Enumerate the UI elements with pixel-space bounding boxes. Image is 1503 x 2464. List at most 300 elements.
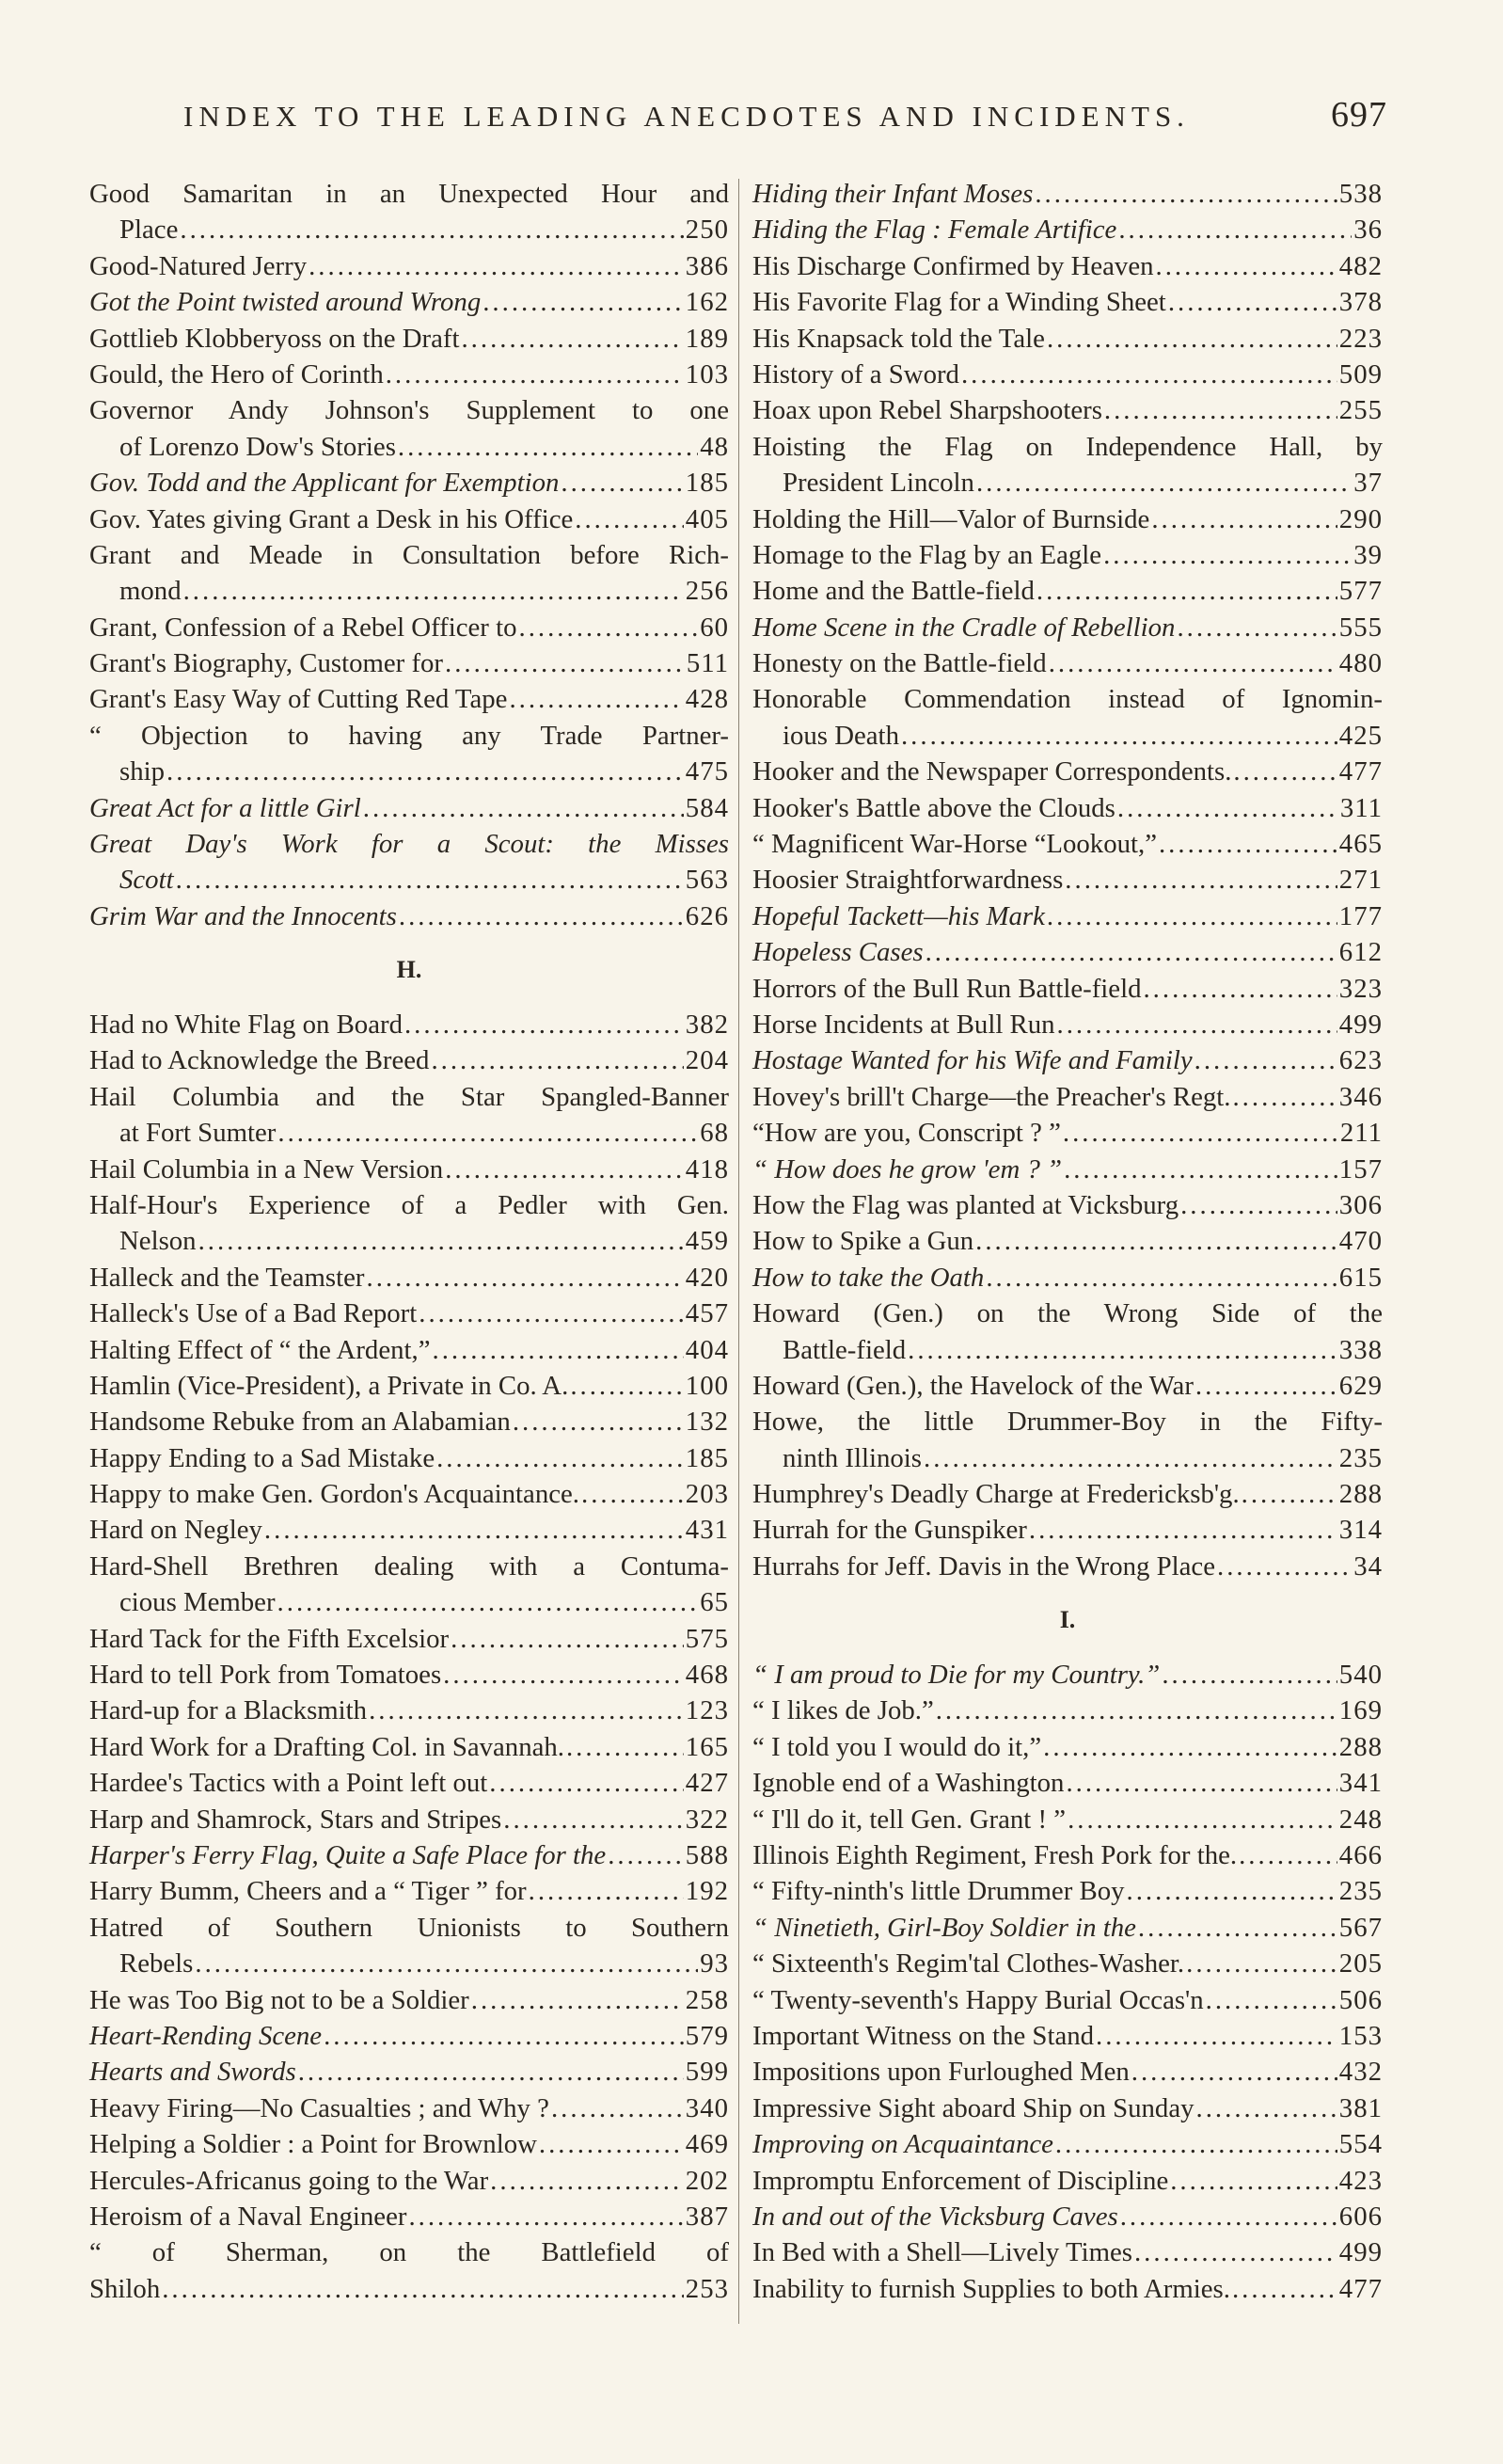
entry-title: Impositions upon Furloughed Men (752, 2057, 1130, 2088)
entry-title: Hooker's Battle above the Clouds (752, 792, 1115, 823)
leader-dots (961, 357, 1337, 392)
entry-page-number: 248 (1338, 1804, 1383, 1835)
entry-title: Hard to tell Pork from Tomatoes (89, 1660, 442, 1691)
entry-page-number: 340 (685, 2092, 729, 2123)
index-entry (752, 2234, 1383, 2270)
leader-dots (451, 1621, 684, 1657)
entry-title: Improving on Acquaintance (752, 2129, 1053, 2160)
entry-page-number: 606 (1338, 2201, 1383, 2232)
entry-title: Hurrah for the Gunspiker (752, 1515, 1027, 1546)
entry-page-number: 459 (685, 1226, 729, 1257)
entry-title: Homage to the Flag by an Eagle (752, 539, 1102, 570)
entry-title: Holding the Hill—Valor of Burnside (752, 503, 1150, 534)
leader-dots (1117, 790, 1338, 826)
entry-title: Hard Tack for the Fifth Excelsior (89, 1623, 450, 1654)
index-entry (752, 718, 1383, 754)
leader-dots (399, 898, 684, 934)
index-entry (89, 573, 729, 609)
entry-page-number: 36 (1353, 215, 1383, 246)
entry-title: History of a Sword (752, 358, 959, 389)
index-entry-line: Half-Hour's Experience of a Pedler with Gen. (89, 1189, 729, 1220)
entry-page-number: 431 (685, 1515, 729, 1546)
entry-page-number: 480 (1338, 648, 1383, 679)
entry-page-number: 255 (1338, 395, 1383, 426)
index-entry (89, 501, 729, 537)
entry-page-number: 235 (1338, 1442, 1383, 1473)
index-entry (89, 1765, 729, 1801)
index-entry (752, 1873, 1383, 1909)
index-entry (752, 2054, 1383, 2090)
leader-dots (1186, 1946, 1337, 1981)
index-entry (752, 392, 1383, 428)
entry-title: Had no White Flag on Board (89, 1009, 403, 1040)
entry-title: President Lincoln (783, 468, 974, 499)
index-entry (752, 501, 1383, 537)
entry-page-number: 404 (685, 1334, 729, 1365)
leader-dots (195, 1946, 698, 1981)
entry-title: Howard (Gen.), the Havelock of the War (752, 1370, 1194, 1401)
index-entry (89, 1332, 729, 1368)
entry-title: Scott (119, 865, 174, 896)
entry-page-number: 511 (686, 648, 729, 679)
entry-page-number: 235 (1338, 1876, 1383, 1907)
entry-title: He was Too Big not to be a Soldier (89, 1984, 469, 2015)
entry-page-number: 306 (1338, 1189, 1383, 1220)
entry-title: Rebels (119, 1948, 194, 1979)
index-entry (89, 248, 729, 284)
index-entry (89, 1476, 729, 1512)
entry-title: Hercules-Africanus going to the War (89, 2165, 489, 2196)
entry-page-number: 39 (1353, 539, 1383, 570)
entry-page-number: 68 (700, 1118, 729, 1149)
entry-page-number: 405 (685, 503, 729, 534)
entry-title: Handsome Rebuke from an Alabamian (89, 1407, 511, 1438)
entry-page-number: 192 (685, 1876, 729, 1907)
index-entry (752, 1079, 1383, 1115)
index-entry (752, 248, 1383, 284)
index-entry-line: “ of Sherman, on the Battlefield of (89, 2237, 729, 2268)
entry-page-number: 554 (1338, 2129, 1383, 2160)
index-entry (752, 934, 1383, 970)
entry-title: Hopeful Tackett—his Mark (752, 900, 1045, 931)
leader-dots (561, 465, 683, 501)
leader-dots (1066, 1765, 1337, 1801)
index-entry (752, 610, 1383, 645)
entry-title: Great Act for a little Girl (89, 792, 361, 823)
index-entry (89, 2090, 729, 2126)
index-column-left (89, 176, 729, 2307)
entry-page-number: 612 (1338, 937, 1383, 968)
entry-page-number: 477 (1338, 756, 1383, 787)
leader-dots (1151, 501, 1337, 537)
leader-dots (1047, 321, 1337, 357)
leader-dots (570, 1368, 683, 1404)
entry-title: How to take the Oath (752, 1262, 985, 1293)
entry-title: Hurrahs for Jeff. Davis in the Wrong Place (752, 1550, 1215, 1582)
index-entry (752, 1115, 1383, 1151)
index-entry (89, 1115, 729, 1151)
entry-title: “ Twenty-seventh's Happy Burial Occas'n (752, 1984, 1204, 2015)
entry-page-number: 466 (1338, 1839, 1383, 1870)
leader-dots (419, 1296, 684, 1331)
index-entry (752, 284, 1383, 320)
leader-dots (367, 1260, 684, 1296)
leader-dots (1143, 971, 1337, 1007)
entry-title: Gov. Todd and the Applicant for Exemption (89, 468, 560, 499)
entry-title: Honesty on the Battle-field (752, 648, 1047, 679)
entry-title: Hamlin (Vice-President), a Private in Co. A. (89, 1370, 569, 1401)
entry-page-number: 48 (700, 431, 729, 462)
leader-dots (908, 1332, 1337, 1368)
entry-page-number: 575 (685, 1623, 729, 1654)
leader-dots (513, 1404, 684, 1439)
index-entry (89, 1042, 729, 1078)
index-entry-line: Howe, the little Drummer-Boy in the Fifty- (752, 1407, 1383, 1438)
entry-title: How to Spike a Gun (752, 1226, 974, 1257)
entry-title: Hiding their Infant Moses (752, 179, 1034, 209)
index-entry (89, 1440, 729, 1476)
entry-page-number: 169 (1338, 1695, 1383, 1726)
leader-dots (566, 1729, 684, 1765)
leader-dots (976, 465, 1352, 501)
entry-page-number: 427 (685, 1768, 729, 1799)
entry-page-number: 509 (1338, 358, 1383, 389)
entry-page-number: 256 (685, 576, 729, 607)
entry-page-number: 323 (1338, 973, 1383, 1004)
entry-title: Home and the Battle-field (752, 576, 1035, 607)
entry-title: Shiloh (89, 2273, 161, 2304)
section-heading: H. (396, 956, 422, 984)
leader-dots (509, 681, 683, 717)
index-entry (752, 1657, 1383, 1693)
leader-dots (198, 1223, 684, 1259)
entry-page-number: 250 (685, 215, 729, 246)
index-entry (89, 1512, 729, 1548)
index-entry (89, 2199, 729, 2234)
entry-title: Hard-up for a Blacksmith (89, 1695, 368, 1726)
index-entry (89, 1729, 729, 1765)
index-entry (752, 1512, 1383, 1548)
leader-dots (431, 1042, 683, 1078)
leader-dots (1104, 392, 1337, 428)
index-entry (89, 357, 729, 392)
leader-dots (483, 284, 684, 320)
entry-page-number: 381 (1338, 2092, 1383, 2123)
index-entry (752, 212, 1383, 247)
leader-dots (1194, 1042, 1337, 1078)
leader-dots (309, 248, 684, 284)
index-entry (752, 826, 1383, 862)
entry-title: Place (119, 215, 179, 246)
entry-title: ious Death (783, 720, 899, 751)
leader-dots (490, 2163, 684, 2199)
leader-dots (519, 610, 699, 645)
leader-dots (404, 1007, 684, 1042)
index-entry (752, 1549, 1383, 1584)
entry-page-number: 626 (685, 900, 729, 931)
index-entry (89, 898, 729, 934)
index-entry (752, 1982, 1383, 2018)
index-entry (89, 681, 729, 717)
entry-title: Harper's Ferry Flag, Quite a Safe Place for the (89, 1839, 607, 1870)
index-entry (752, 1440, 1383, 1476)
entry-page-number: 204 (685, 1045, 729, 1076)
entry-page-number: 314 (1338, 1515, 1383, 1546)
index-entry (89, 2163, 729, 2199)
entry-page-number: 157 (1338, 1153, 1383, 1184)
index-entry (752, 573, 1383, 609)
entry-page-number: 65 (700, 1587, 729, 1618)
leader-dots (539, 2126, 684, 2162)
leader-dots (183, 573, 684, 609)
entry-page-number: 588 (685, 1839, 729, 1870)
index-entry (89, 429, 729, 465)
index-entry (89, 1223, 729, 1259)
index-entry (89, 1260, 729, 1296)
leader-dots (398, 429, 698, 465)
index-entry (89, 1152, 729, 1187)
leader-dots (1232, 2271, 1337, 2307)
index-entry (89, 862, 729, 898)
entry-page-number: 60 (700, 612, 729, 643)
entry-title: Had to Acknowledge the Breed (89, 1045, 430, 1076)
leader-dots (1217, 1549, 1352, 1584)
entry-page-number: 341 (1338, 1768, 1383, 1799)
entry-title: Hopeless Cases (752, 937, 924, 968)
entry-title: Heavy Firing—No Casualties ; and Why ? (89, 2092, 549, 2123)
index-entry (89, 2271, 729, 2307)
entry-page-number: 563 (685, 865, 729, 896)
entry-page-number: 482 (1338, 250, 1383, 281)
index-entry (89, 321, 729, 357)
entry-title: “ Ninetieth, Girl-Boy Soldier in the (752, 1912, 1136, 1943)
entry-title: at Fort Sumter (119, 1118, 277, 1149)
index-entry (89, 1296, 729, 1331)
entry-title: His Knapsack told the Tale (752, 323, 1045, 354)
leader-dots (461, 321, 683, 357)
entry-page-number: 258 (685, 1984, 729, 2015)
entry-title: Hiding the Flag : Female Artifice (752, 215, 1117, 246)
entry-title: Illinois Eighth Regiment, Fresh Pork for the. (752, 1839, 1238, 1870)
leader-dots (1233, 754, 1337, 789)
leader-dots (489, 1765, 684, 1801)
leader-dots (575, 501, 684, 537)
leader-dots (471, 1982, 684, 2018)
entry-page-number: 540 (1338, 1660, 1383, 1691)
entry-page-number: 432 (1338, 2057, 1383, 2088)
entry-page-number: 623 (1338, 1045, 1383, 1076)
leader-dots (608, 1837, 684, 1873)
index-entry (752, 1765, 1383, 1801)
leader-dots (1049, 645, 1337, 681)
index-entry (89, 1837, 729, 1873)
leader-dots (1131, 2054, 1337, 2090)
entry-title: His Favorite Flag for a Winding Sheet (752, 287, 1166, 318)
index-entry (89, 284, 729, 320)
index-entry (752, 465, 1383, 501)
entry-title: cious Member (119, 1587, 276, 1618)
entry-page-number: 288 (1338, 1731, 1383, 1762)
index-entry (89, 1946, 729, 1981)
leader-dots (551, 2090, 684, 2126)
index-entry (89, 1982, 729, 2018)
index-entry (89, 1621, 729, 1657)
leader-dots (926, 934, 1337, 970)
index-entry (752, 1693, 1383, 1728)
index-entry (752, 1910, 1383, 1946)
leader-dots (176, 862, 684, 898)
leader-dots (1170, 2163, 1337, 2199)
entry-page-number: 203 (685, 1479, 729, 1510)
index-entry (752, 754, 1383, 789)
index-entry (89, 2126, 729, 2162)
entry-title: Hostage Wanted for his Wife and Family (752, 1045, 1193, 1076)
page-number: 697 (1331, 95, 1387, 135)
entry-page-number: 346 (1338, 1081, 1383, 1112)
entry-page-number: 579 (685, 2020, 729, 2051)
leader-dots (1120, 2199, 1337, 2234)
entry-page-number: 615 (1338, 1262, 1383, 1293)
index-entry-line: Hail Columbia and the Star Spangled-Banner (89, 1081, 729, 1112)
index-entry (89, 1368, 729, 1404)
index-entry (752, 1802, 1383, 1837)
entry-title: Ignoble end of a Washington (752, 1768, 1065, 1799)
leader-dots (1065, 862, 1337, 898)
index-entry-line: Governor Andy Johnson's Supplement to one (89, 395, 729, 426)
index-entry (752, 1332, 1383, 1368)
index-entry (752, 1368, 1383, 1404)
index-entry-line: Hoisting the Flag on Independence Hall, by (752, 431, 1383, 462)
leader-dots (1242, 1476, 1337, 1512)
leader-dots (1043, 1729, 1337, 1765)
entry-page-number: 34 (1353, 1550, 1383, 1582)
entry-page-number: 629 (1338, 1370, 1383, 1401)
leader-dots (1096, 2018, 1337, 2054)
entry-page-number: 538 (1338, 179, 1383, 209)
entry-title: Grant, Confession of a Rebel Officer to (89, 612, 517, 643)
index-entry (89, 465, 729, 501)
entry-title: “How are you, Conscript ? ” (752, 1118, 1061, 1149)
entry-page-number: 100 (685, 1370, 729, 1401)
leader-dots (1138, 1910, 1337, 1946)
index-entry (89, 610, 729, 645)
index-entry (752, 971, 1383, 1007)
entry-title: Halleck and the Teamster (89, 1262, 365, 1293)
leader-dots (162, 2271, 684, 2307)
leader-dots (1159, 826, 1337, 862)
leader-dots (445, 645, 685, 681)
entry-page-number: 457 (685, 1298, 729, 1329)
leader-dots (1055, 2126, 1337, 2162)
entry-title: “ How does he grow 'em ? ” (752, 1153, 1063, 1184)
entry-title: Hoosier Straightforwardness (752, 865, 1064, 896)
index-entry (752, 2163, 1383, 2199)
entry-page-number: 469 (685, 2129, 729, 2160)
index-entry (752, 1946, 1383, 1981)
entry-title: mond (119, 576, 182, 607)
leader-dots (1064, 1152, 1337, 1187)
entry-title: “ Magnificent War-Horse “Lookout,” (752, 829, 1157, 860)
entry-page-number: 555 (1338, 612, 1383, 643)
entry-page-number: 499 (1338, 2237, 1383, 2268)
leader-dots (1127, 1873, 1337, 1909)
entry-page-number: 132 (685, 1407, 729, 1438)
entry-title: Good-Natured Jerry (89, 250, 308, 281)
index-entry (752, 898, 1383, 934)
leader-dots (1168, 284, 1337, 320)
index-entry-line: Great Day's Work for a Scout: the Misses (89, 829, 729, 860)
leader-dots (324, 2018, 684, 2054)
index-entry (752, 357, 1383, 392)
entry-page-number: 428 (685, 684, 729, 715)
entry-title: In Bed with a Shell—Lively Times (752, 2237, 1132, 2268)
entry-page-number: 290 (1338, 503, 1383, 534)
entry-page-number: 468 (685, 1660, 729, 1691)
leader-dots (386, 357, 684, 392)
entry-page-number: 311 (1339, 792, 1383, 823)
entry-page-number: 93 (700, 1948, 729, 1979)
entry-page-number: 584 (685, 792, 729, 823)
page-title: INDEX TO THE LEADING ANECDOTES AND INCIDENTS. (183, 100, 1190, 133)
index-entry (89, 790, 729, 826)
entry-page-number: 185 (685, 468, 729, 499)
index-entry-line: Good Samaritan in an Unexpected Hour and (89, 179, 729, 209)
leader-dots (277, 1584, 699, 1620)
leader-dots (1232, 1079, 1337, 1115)
leader-dots (369, 1693, 684, 1728)
index-entry (752, 1223, 1383, 1259)
entry-page-number: 423 (1338, 2165, 1383, 2196)
column-divider (738, 179, 739, 2324)
entry-title: Battle-field (783, 1334, 907, 1365)
entry-page-number: 322 (685, 1804, 729, 1835)
entry-page-number: 211 (1339, 1118, 1383, 1149)
leader-dots (901, 718, 1337, 754)
leader-dots (1162, 1657, 1337, 1693)
entry-title: His Discharge Confirmed by Heaven (752, 250, 1154, 281)
entry-title: Hard Work for a Drafting Col. in Savannah. (89, 1731, 564, 1762)
entry-page-number: 177 (1338, 900, 1383, 931)
leader-dots (298, 2054, 684, 2090)
entry-page-number: 470 (1338, 1226, 1383, 1257)
entry-page-number: 162 (685, 287, 729, 318)
leader-dots (166, 754, 684, 789)
index-entry (752, 1152, 1383, 1187)
leader-dots (443, 1657, 684, 1693)
entry-page-number: 123 (685, 1695, 729, 1726)
leader-dots (1068, 1802, 1337, 1837)
leader-dots (924, 1440, 1337, 1476)
leader-dots (1047, 898, 1337, 934)
entry-title: Hooker and the Newspaper Correspondents. (752, 756, 1232, 787)
index-entry (89, 1802, 729, 1837)
index-entry (89, 645, 729, 681)
index-entry (89, 1007, 729, 1042)
leader-dots (445, 1152, 684, 1187)
leader-dots (1239, 1837, 1337, 1873)
entry-title: Nelson (119, 1226, 197, 1257)
entry-title: Halting Effect of “ the Ardent,” (89, 1334, 431, 1365)
leader-dots (503, 1802, 684, 1837)
entry-title: Hearts and Swords (89, 2057, 296, 2088)
entry-page-number: 499 (1338, 1009, 1383, 1040)
entry-title: Home Scene in the Cradle of Rebellion (752, 612, 1176, 643)
entry-title: Gov. Yates giving Grant a Desk in his Office (89, 503, 574, 534)
entry-title: Horse Incidents at Bull Run (752, 1009, 1055, 1040)
index-entry-line: Honorable Commendation instead of Ignomin- (752, 684, 1383, 715)
entry-title: Impromptu Enforcement of Discipline (752, 2165, 1169, 2196)
leader-dots (936, 1693, 1337, 1728)
